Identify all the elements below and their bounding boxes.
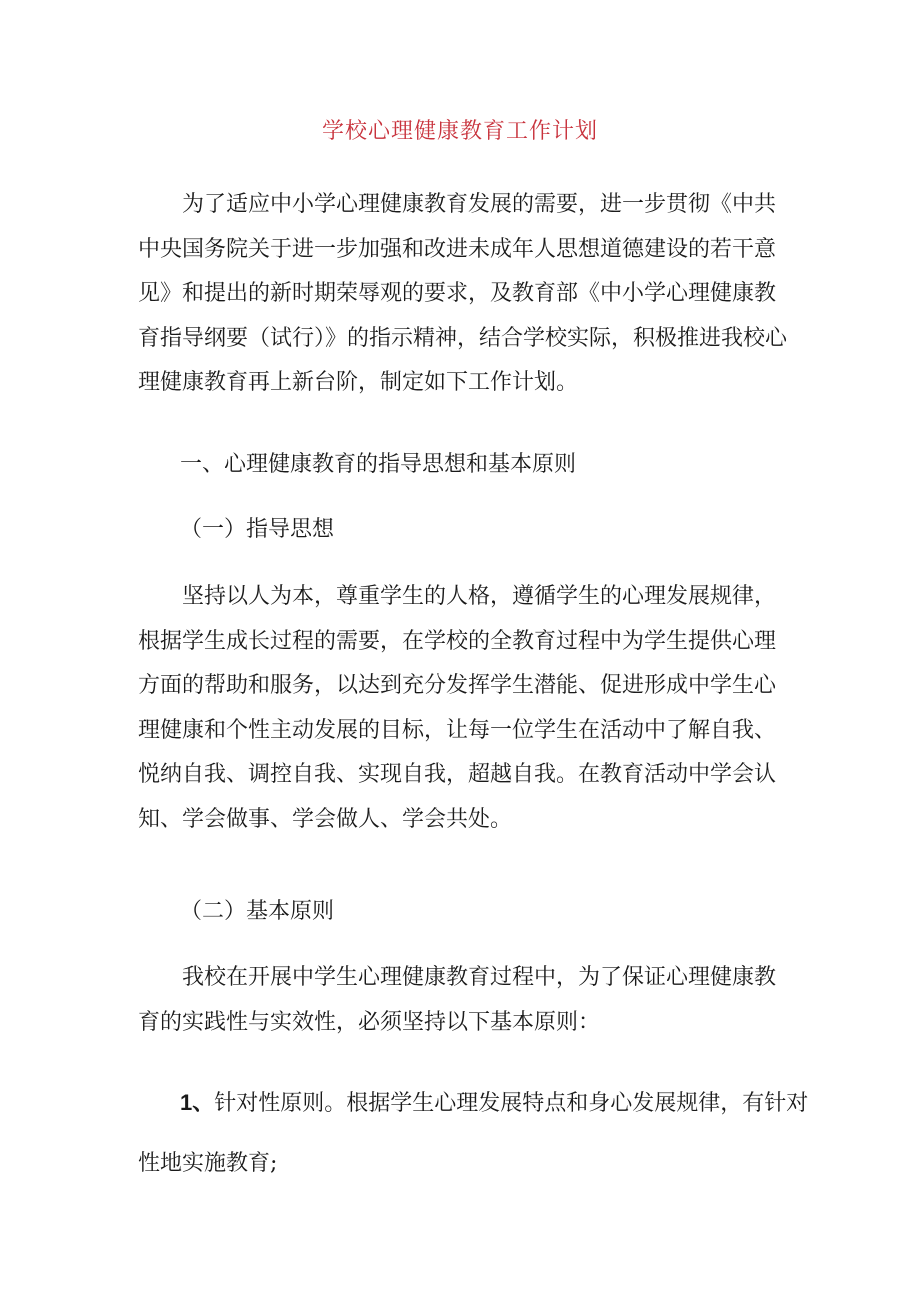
page-title: 学校心理健康教育工作计划 [321,119,598,144]
principle-item-number: 1、 [180,1090,215,1115]
guiding-thought-paragraph: 坚持以人为本，尊重学生的人格，遵循学生的心理发展规律，根据学生成长过程的需要，在学校的全教育过程中为学生提供心理方面的帮助和服务，以达到充分发挥学生潜能、促进形成中学生心理健康和个性主动发展的目标，让每一位学生在活动中了解自我、悦纳自我、调控自我、实现自我，超越自我。在教育活动中学会认知、学会做事、学会做人、学会共处。 [138,584,777,832]
section-heading-1: 一、心理健康教育的指导思想和基本原则 [180,452,577,477]
principle-item-text: 针对性原则。根据学生心理发展特点和身心发展规律，有针对 [214,1091,809,1116]
intro-paragraph: 为了适应中小学心理健康教育发展的需要，进一步贯彻《中共中央国务院关于进一步加强和改进未成年人思想道德建设的若干意见》和提出的新时期荣辱观的要求，及教育部《中小学心理健康教育指导纲要（试行）》的指示精神，结合学校实际，积极推进我校心理健康教育再上新台阶，制定如下工作计划。 [138,192,788,395]
principle-item-1 [180,1087,808,1120]
principle-item-1-continuation: 性地实施教育; [138,1151,278,1176]
subsection-heading-basic-principles: （二）基本原则 [180,899,335,924]
basic-principles-paragraph: 我校在开展中学生心理健康教育过程中，为了保证心理健康教育的实践性与实效性，必须坚持以下基本原则： [138,965,777,1035]
subsection-heading-guiding-thought: （一）指导思想 [180,517,335,542]
